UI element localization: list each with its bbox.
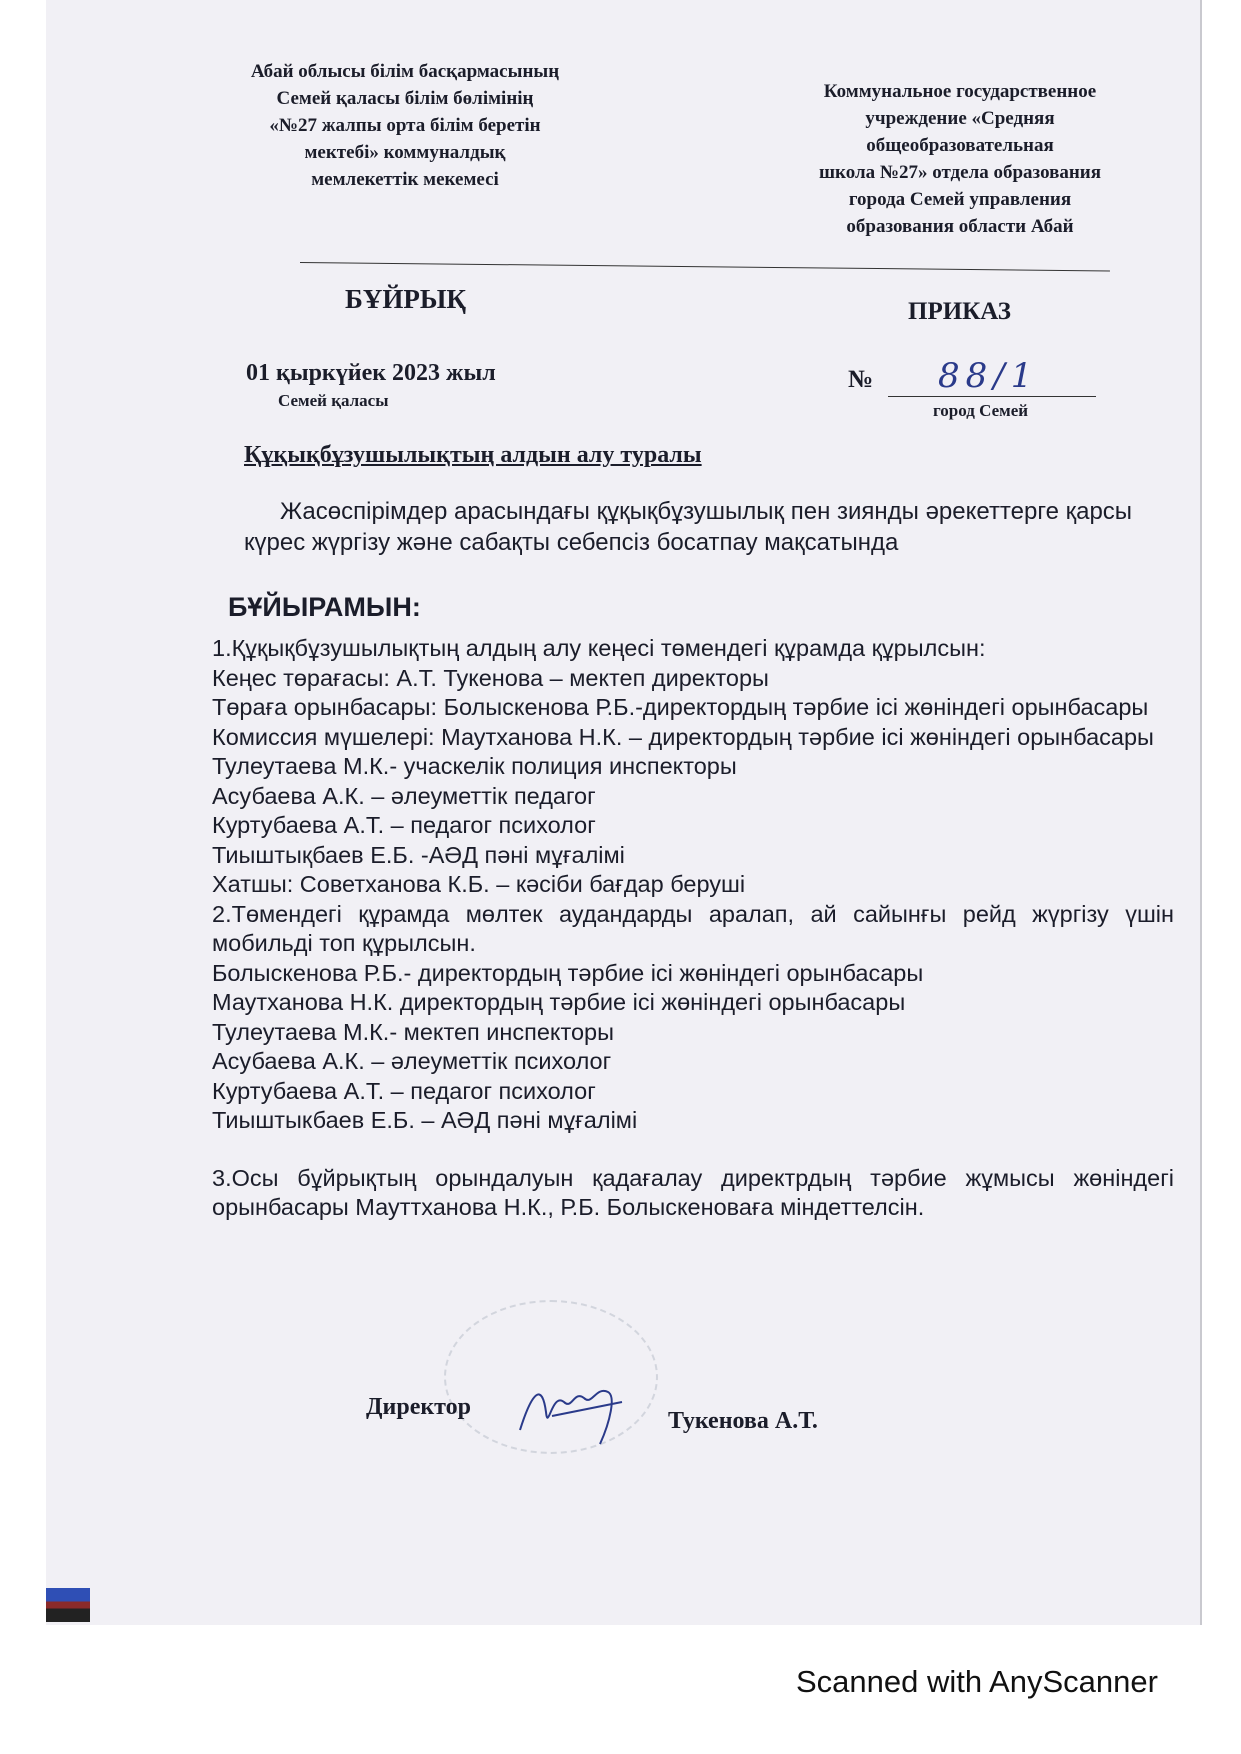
scan-edge-artifact <box>46 1588 90 1622</box>
header-ru-line: города Семей управления <box>848 189 1072 210</box>
header-kz-line: мектебі» коммуналдық <box>304 142 506 163</box>
body-line: Тулеутаева М.К.- мектеп инспекторы <box>212 1018 614 1045</box>
header-ru <box>780 78 1140 240</box>
order-subject: Құқықбұзушылықтың алдын алу туралы <box>244 442 702 468</box>
order-body <box>212 634 1174 1223</box>
intro-paragraph <box>244 496 1174 558</box>
body-line: Тиыштыкбаев Е.Б. – АӘД пәні мұғалімі <box>212 1107 638 1133</box>
header-kz-line: мемлекеттік мекемесі <box>311 169 499 190</box>
title-ru: ПРИКАЗ <box>908 298 1011 325</box>
body-line: 3.Осы бұйрықтың орындалуын қадағалау директрдың тәрбие жұмысы жөніндегі орынбасары Мауттханова Н.К., Р.Б. Болыскеноваға міндеттелсін. <box>212 1164 1174 1220</box>
order-date: 01 қыркүйек 2023 жыл <box>246 360 496 386</box>
header-ru-line: образования области Абай <box>846 216 1074 237</box>
header-ru-line: общеобразовательная <box>866 135 1054 156</box>
body-line: Асубаева А.К. – әлеуметтік психолог <box>212 1048 612 1074</box>
order-keyword: БҰЙЫРАМЫН: <box>228 592 421 622</box>
header-kz-line: Абай облысы білім басқармасының <box>250 61 560 82</box>
intro-text: Жасөспірімдер арасындағы құқықбұзушылық пен зиянды әрекеттерге қарсы күрес жүргізу және сабақты себепсіз босатпау мақсатында <box>244 498 1133 556</box>
signatory-name: Тукенова А.Т. <box>668 1408 818 1434</box>
order-number-underline <box>888 396 1096 397</box>
header-kz-line: «№27 жалпы орта білім беретін <box>269 115 541 136</box>
body-line: Маутханова Н.К. директордың тәрбие ісі жөніндегі орынбасары <box>212 989 906 1015</box>
signatory-title: Директор <box>366 1394 471 1420</box>
header-ru-line: Коммунальное государственное <box>823 81 1097 102</box>
body-line: Төраға орынбасары: Болыскенова Р.Б.-директордың тәрбие ісі жөніндегі орынбасары <box>212 694 1149 720</box>
body-line: Куртубаева А.Т. – педагог психолог <box>212 1077 596 1104</box>
title-kz: БҰЙРЫҚ <box>345 284 466 314</box>
header-ru-line: учреждение «Средняя <box>865 108 1055 129</box>
handwritten-signature <box>512 1372 632 1452</box>
body-line: Болыскенова Р.Б.- директордың тәрбие ісі жөніндегі орынбасары <box>212 959 924 986</box>
body-line: Асубаева А.К. – әлеуметтік педагог <box>212 782 596 809</box>
body-line: Хатшы: Советханова К.Б. – кәсіби бағдар беруші <box>212 871 746 897</box>
body-line: Тиыштықбаев Е.Б. -АӘД пәні мұғалімі <box>212 841 625 868</box>
paragraph-gap <box>212 1136 1174 1164</box>
body-line: 2.Төмендегі құрамда мөлтек аудандарды аралап, ай сайынғы рейд жүргізу үшін мобильді топ құрылсын. <box>212 900 1174 956</box>
city-kz: Семей қаласы <box>278 391 389 410</box>
header-ru-line: школа №27» отдела образования <box>818 162 1102 183</box>
order-number-handwritten: 88/1 <box>938 356 1039 396</box>
header-kz <box>205 58 605 193</box>
body-line: Кеңес төрағасы: А.Т. Тукенова – мектеп директоры <box>212 664 769 691</box>
header-kz-line: Семей қаласы білім бөлімінің <box>276 88 534 109</box>
body-line: Комиссия мүшелері: Маутханова Н.К. – директордың тәрбие ісі жөніндегі орынбасары <box>212 723 1154 750</box>
city-ru: город Семей <box>933 401 1029 420</box>
body-line: Куртубаева А.Т. – педагог психолог <box>212 812 596 838</box>
scanner-watermark: Scanned with AnyScanner <box>796 1664 1158 1699</box>
body-line: 1.Құқықбұзушылықтың алдың алу кеңесі төмендегі құрамда құрылсын: <box>212 635 986 661</box>
order-number-label: № <box>848 366 874 393</box>
body-line: Тулеутаева М.К.- учаскелік полиция инспекторы <box>212 753 737 779</box>
